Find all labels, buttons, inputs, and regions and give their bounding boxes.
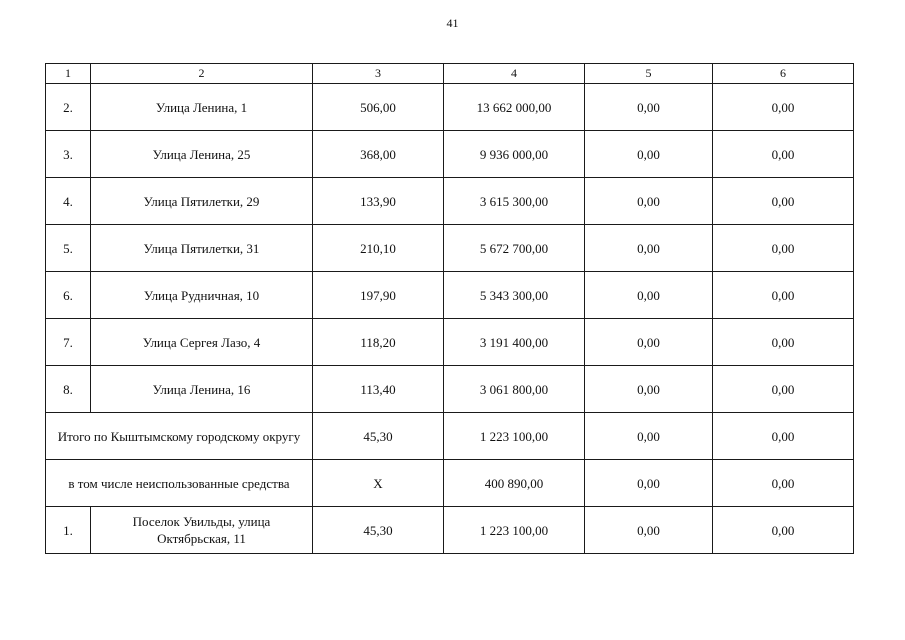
row-col-3: 45,30 bbox=[313, 507, 444, 554]
row-col-5: 0,00 bbox=[585, 366, 713, 413]
row-address: Улица Пятилетки, 31 bbox=[91, 225, 313, 272]
unused-col-3: Х bbox=[313, 460, 444, 507]
row-col-4: 5 672 700,00 bbox=[444, 225, 585, 272]
row-number: 8. bbox=[46, 366, 91, 413]
unused-funds-row bbox=[46, 460, 854, 507]
row-col-5: 0,00 bbox=[585, 131, 713, 178]
row-col-3: 133,90 bbox=[313, 178, 444, 225]
table-row bbox=[46, 272, 854, 319]
row-address: Улица Ленина, 25 bbox=[91, 131, 313, 178]
data-table bbox=[45, 63, 854, 554]
row-col-6: 0,00 bbox=[713, 507, 854, 554]
row-col-4: 3 191 400,00 bbox=[444, 319, 585, 366]
row-col-3: 113,40 bbox=[313, 366, 444, 413]
row-number: 2. bbox=[46, 84, 91, 131]
table-row bbox=[46, 366, 854, 413]
row-col-5: 0,00 bbox=[585, 272, 713, 319]
table-row bbox=[46, 507, 854, 554]
row-col-6: 0,00 bbox=[713, 131, 854, 178]
row-col-4: 13 662 000,00 bbox=[444, 84, 585, 131]
table-row bbox=[46, 225, 854, 272]
row-col-5: 0,00 bbox=[585, 178, 713, 225]
row-col-3: 210,10 bbox=[313, 225, 444, 272]
header-cell: 1 bbox=[46, 64, 91, 84]
row-address: Улица Ленина, 16 bbox=[91, 366, 313, 413]
row-col-6: 0,00 bbox=[713, 272, 854, 319]
table-row bbox=[46, 84, 854, 131]
unused-funds-label: в том числе неиспользованные средства bbox=[46, 460, 313, 507]
row-col-5: 0,00 bbox=[585, 225, 713, 272]
total-label: Итого по Кыштымскому городскому округу bbox=[46, 413, 313, 460]
row-number: 1. bbox=[46, 507, 91, 554]
unused-col-5: 0,00 bbox=[585, 460, 713, 507]
unused-col-6: 0,00 bbox=[713, 460, 854, 507]
row-col-6: 0,00 bbox=[713, 319, 854, 366]
row-address: Улица Рудничная, 10 bbox=[91, 272, 313, 319]
row-address: Улица Пятилетки, 29 bbox=[91, 178, 313, 225]
table-header-row bbox=[46, 64, 854, 84]
table-row bbox=[46, 178, 854, 225]
row-col-6: 0,00 bbox=[713, 225, 854, 272]
row-number: 5. bbox=[46, 225, 91, 272]
row-col-5: 0,00 bbox=[585, 84, 713, 131]
row-number: 6. bbox=[46, 272, 91, 319]
row-col-6: 0,00 bbox=[713, 84, 854, 131]
total-col-3: 45,30 bbox=[313, 413, 444, 460]
header-cell: 6 bbox=[713, 64, 854, 84]
row-col-6: 0,00 bbox=[713, 366, 854, 413]
header-cell: 5 bbox=[585, 64, 713, 84]
row-col-4: 3 061 800,00 bbox=[444, 366, 585, 413]
row-number: 3. bbox=[46, 131, 91, 178]
row-address: Поселок Увильды, улица Октябрьская, 11 bbox=[91, 507, 313, 554]
row-col-5: 0,00 bbox=[585, 319, 713, 366]
header-cell: 4 bbox=[444, 64, 585, 84]
row-col-3: 368,00 bbox=[313, 131, 444, 178]
row-col-4: 9 936 000,00 bbox=[444, 131, 585, 178]
unused-col-4: 400 890,00 bbox=[444, 460, 585, 507]
table-row bbox=[46, 131, 854, 178]
total-col-4: 1 223 100,00 bbox=[444, 413, 585, 460]
header-cell: 2 bbox=[91, 64, 313, 84]
row-col-3: 197,90 bbox=[313, 272, 444, 319]
row-address: Улица Сергея Лазо, 4 bbox=[91, 319, 313, 366]
row-number: 7. bbox=[46, 319, 91, 366]
row-address: Улица Ленина, 1 bbox=[91, 84, 313, 131]
row-col-4: 5 343 300,00 bbox=[444, 272, 585, 319]
total-row bbox=[46, 413, 854, 460]
row-number: 4. bbox=[46, 178, 91, 225]
row-col-4: 1 223 100,00 bbox=[444, 507, 585, 554]
row-col-6: 0,00 bbox=[713, 178, 854, 225]
page-number: 41 bbox=[446, 16, 459, 30]
total-col-5: 0,00 bbox=[585, 413, 713, 460]
total-col-6: 0,00 bbox=[713, 413, 854, 460]
row-col-5: 0,00 bbox=[585, 507, 713, 554]
row-col-3: 118,20 bbox=[313, 319, 444, 366]
row-col-4: 3 615 300,00 bbox=[444, 178, 585, 225]
row-col-3: 506,00 bbox=[313, 84, 444, 131]
header-cell: 3 bbox=[313, 64, 444, 84]
table-row bbox=[46, 319, 854, 366]
